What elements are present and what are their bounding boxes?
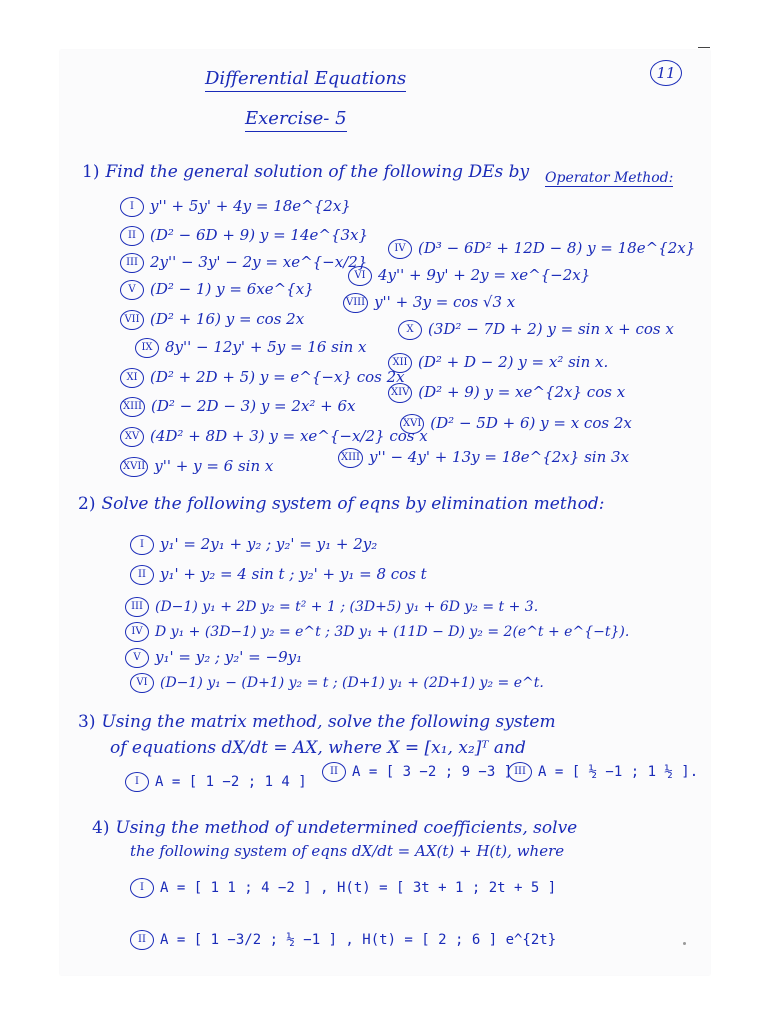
q1-item [388,353,608,373]
item-number: III [125,597,149,617]
equation: (D² − 5D + 6) y = x cos 2x [430,414,632,432]
q4-prompt-line1 [92,818,577,838]
equation: (4D² + 8D + 3) y = xe^{−x/2} cos x [150,427,428,445]
equation: (D² + D − 2) y = x² sin x. [418,353,609,371]
item-number: I [130,535,154,555]
q1-item [120,368,405,388]
q2-prompt-text: Solve the following system of eqns by elimination method: [101,494,605,514]
q3-prompt-text-2: of equations dX/dt = AX, where X = [x₁, x₂]ᵀ and [110,738,526,758]
item-number: XVI [400,414,424,434]
q4-prompt-line2 [130,842,564,860]
q2-prompt [78,494,605,514]
q1-item [343,293,515,313]
item-number: XI [120,368,144,388]
equation: y'' + y = 6 sin x [154,457,274,475]
q1-item [120,280,314,300]
exercise-subtitle: Exercise- 5 [245,108,347,132]
item-number: VI [130,673,154,693]
item-number: II [322,762,346,782]
q3-item [508,762,698,782]
item-number: XIII [120,397,145,417]
q1-label: 1) [82,162,100,182]
q1-item [120,253,367,273]
item-number: I [125,772,149,792]
equation: (D² + 16) y = cos 2x [150,310,305,328]
paper-speck [683,942,686,945]
q4-item [130,930,556,950]
page-title: Differential Equations [205,68,406,92]
q3-prompt-text: Using the matrix method, solve the following system [101,712,556,732]
equation: y₁' = 2y₁ + y₂ ; y₂' = y₁ + 2y₂ [160,535,378,553]
q2-item [125,648,302,668]
item-number: IX [135,338,159,358]
item-number: VI [348,266,372,286]
q4-item [130,878,556,898]
equation: (D² + 9) y = xe^{2x} cos x [418,383,626,401]
item-number: IV [125,622,149,642]
item-number: X [398,320,422,340]
equation: (D−1) y₁ + 2D y₂ = t² + 1 ; (3D+5) y₁ + 6D y₂ = t + 3. [155,599,539,615]
q1-item [120,197,351,217]
q1-prompt-text: Find the general solution of the following DEs by [105,162,530,182]
item-number: XVII [120,457,148,477]
q2-item [130,565,427,585]
item-number: XV [120,427,144,447]
equation: 4y'' + 9y' + 2y = xe^{−2x} [378,266,591,284]
q1-item [120,457,273,477]
equation: y'' + 5y' + 4y = 18e^{2x} [150,197,351,215]
equation: (D−1) y₁ − (D+1) y₂ = t ; (D+1) y₁ + (2D+1) y₂ = e^t. [160,675,544,691]
item-number: I [120,197,144,217]
equation: y'' + 3y = cos √3 x [374,293,516,311]
equation: y₁' + y₂ = 4 sin t ; y₂' + y₁ = 8 cos t [160,565,427,583]
q4-prompt-text-2: the following system of eqns dX/dt = AX(t) + H(t), where [130,842,565,860]
item-number: XII [388,353,412,373]
q1-method-text: Operator Method: [545,170,674,186]
item-number: III [508,762,532,782]
equation: (3D² − 7D + 2) y = sin x + cos x [428,320,674,338]
q2-label: 2) [78,494,96,514]
q3-item [125,772,307,792]
q1-item [338,448,629,468]
equation: (D² − 1) y = 6xe^{x} [150,280,314,298]
q2-item [130,535,377,555]
system: A = [ 1 −3/2 ; ½ −1 ] , H(t) = [ 2 ; 6 ] e^{2t} [160,932,557,948]
equation: (D³ − 6D² + 12D − 8) y = 18e^{2x} [418,239,696,257]
item-number: VII [120,310,144,330]
system: A = [ 1 1 ; 4 −2 ] , H(t) = [ 3t + 1 ; 2t + 5 ] [160,880,557,896]
q4-label: 4) [92,818,110,838]
item-number: II [130,930,154,950]
equation: (D² + 2D + 5) y = e^{−x} cos 2x [150,368,405,386]
equation: D y₁ + (3D−1) y₂ = e^t ; 3D y₁ + (11D − D) y₂ = 2(e^t + e^{−t}). [155,624,630,640]
q3-label: 3) [78,712,96,732]
equation: (D² − 2D − 3) y = 2x² + 6x [150,397,356,415]
q1-item [135,338,367,358]
item-number: XIII [338,448,363,468]
item-number: VIII [343,293,368,313]
q4-prompt-text: Using the method of undetermined coefficients, solve [115,818,578,838]
item-number: IV [388,239,412,259]
q1-item [398,320,674,340]
equation: 2y'' − 3y' − 2y = xe^{−x/2} [150,253,368,271]
q1-item [120,397,356,417]
q1-item [120,226,368,246]
item-number: III [120,253,144,273]
equation: (D² − 6D + 9) y = 14e^{3x} [150,226,369,244]
page-number: 11 [650,60,682,86]
item-number: V [120,280,144,300]
q2-item [130,673,544,693]
q3-prompt-line2 [110,738,526,758]
matrix: A = [ ½ −1 ; 1 ½ ]. [538,764,699,780]
q1-item [388,239,695,259]
item-number: I [130,878,154,898]
q1-item [388,383,625,403]
q1-method [545,170,673,186]
q1-prompt [82,162,529,182]
matrix: A = [ 1 −2 ; 1 4 ] [155,774,307,790]
item-number: II [130,565,154,585]
equation: y₁' = y₂ ; y₂' = −9y₁ [155,648,303,666]
item-number: II [120,226,144,246]
q1-item [348,266,590,286]
q2-item [125,622,629,642]
q1-item [400,414,632,434]
item-number: V [125,648,149,668]
equation: y'' − 4y' + 13y = 18e^{2x} sin 3x [368,448,630,466]
q2-item [125,597,538,617]
q1-item [120,427,428,447]
matrix: A = [ 3 −2 ; 9 −3 ] [352,764,513,780]
q3-item [322,762,512,782]
item-number: XIV [388,383,412,403]
q3-prompt-line1 [78,712,556,732]
equation: 8y'' − 12y' + 5y = 16 sin x [165,338,367,356]
edge-mark [698,47,710,48]
q1-item [120,310,304,330]
